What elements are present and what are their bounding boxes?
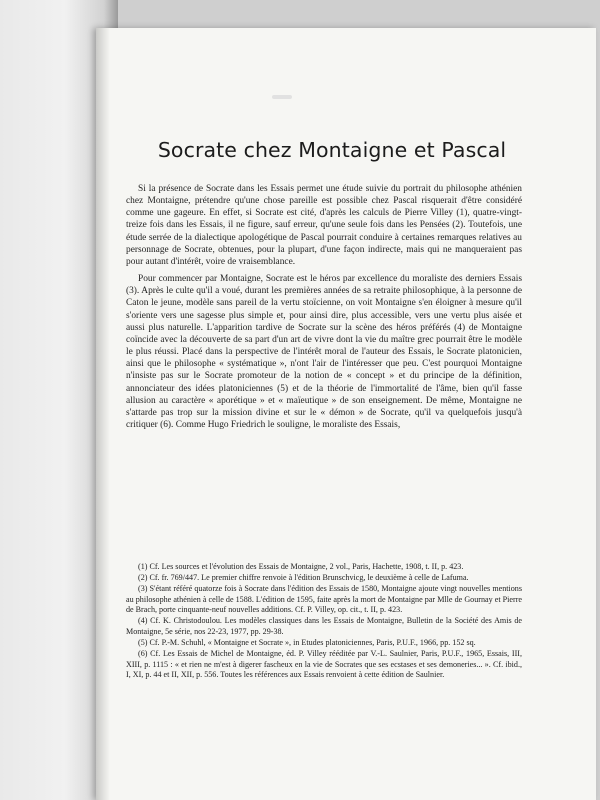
footnote-6: (6) Cf. Les Essais de Michel de Montaigne, éd. P. Villey rééditée par V.-L. Saulnier, Paris, P.U.F., 1965, Essais, III, XIII, p. 1115 : « et rien ne m'est à digerer fascheux en la vie de Socrates que ses ecstases et ses demoneries... ». Cf. ibid., I, XI, p. 44 et II, XII, p. 556. Toutes les références aux Essais renvoient à cette édition de Saulnier.	[126, 648, 522, 680]
footnote-4: (4) Cf. K. Christodoulou. Les modèles classiques dans les Essais de Montaigne, Bulletin de la Société des Amis de Montaigne, 5e série, nos 22-23, 1977, pp. 29-38.	[126, 616, 522, 637]
page-smudge	[272, 95, 292, 99]
footnote-5: (5) Cf. P.-M. Schuhl, « Montaigne et Socrate », in Etudes platoniciennes, Paris, P.U.F., 1966, pp. 152 sq.	[138, 637, 476, 647]
footnotes	[126, 562, 522, 681]
footnote-1: (1) Cf. Les sources et l'évolution des Essais de Montaigne, 2 vol., Paris, Hachette, 1908, t. II, p. 423.	[138, 562, 464, 571]
body-text	[126, 183, 522, 436]
page-title: Socrate chez Montaigne et Pascal	[157, 138, 507, 162]
footnote-3: (3) S'étant référé quatorze fois à Socrate dans l'édition des Essais de 1580, Montaigne ajoute vingt nouvelles mentions au philosophe athénien à celle de 1588. L'édition de 1595, faite après la mort de Montaigne par Mlle de Gournay et Pierre de Brach, porte cinquante-neuf nouvelles additions. Cf. P. Villey, op. cit., t. II, p. 423.	[126, 583, 522, 615]
footnote-2: (2) Cf. fr. 769/447. Le premier chiffre renvoie à l'édition Brunschvicg, le deuxième à celle de Lafuma.	[138, 572, 469, 582]
body-paragraph-2: Pour commencer par Montaigne, Socrate est le héros par excellence du moraliste des derniers Essais (3). Après le culte qu'il a voué, durant les premières années de sa retraite philosophique, à la personne de Caton le jeune, modèle sans pareil de la vertu stoïcienne, on voit Montaigne s'en éloigner à mesure qu'il s'oriente vers une sagesse plus simple et, pour ainsi dire, plus accessible, vers une vertu plus aisée et aussi plus naturelle. L'apparition tardive de Socrate sur la scène des héros préférés (4) de Montaigne coïncide avec la découverte de sa part d'un art de vivre dont la vie du maître grec pourrait être le modèle le plus réussi. Placé dans la perspective de l'intérêt moral de l'auteur des Essais, le Socrate platonicien, ainsi que le philosophe « systématique », n'ont l'air de l'intéresser que peu. C'est pourquoi Montaigne n'insiste pas sur le Socrate promoteur de la notion de « concept » et du principe de la définition, annonciateur des idées platoniciennes (5) et de la théorie de l'immortalité de l'âme, bien qu'il fasse allusion au caractère « aporétique » et « maïeutique » de son enseignement. De même, Montaigne ne s'attarde pas trop sur la mission divine et sur le « démon » de Socrate, qu'il va quelquefois jusqu'à critiquer (6). Comme Hugo Friedrich le souligne, le moraliste des Essais,	[126, 274, 522, 430]
body-paragraph-1: Si la présence de Socrate dans les Essais permet une étude suivie du portrait du philosophe athénien chez Montaigne, prétendre qu'une chose pareille est possible chez Pascal risquerait d'être considéré comme une gageure. En effet, si Socrate est cité, d'après les calculs de Pierre Villey (1), quatre-vingt-treize fois dans les Essais, il ne figure, sauf erreur, qu'une seule fois dans les Pensées (2). Toutefois, une étude serrée de la dialectique apologétique de Pascal pourrait conduire à certaines remarques relatives au personnage de Socrate, obtenues, pour la plupart, d'une façon indirecte, mais qui ne manqueraient pas pour autant d'intérêt, voire de vraisemblance.	[126, 184, 522, 267]
